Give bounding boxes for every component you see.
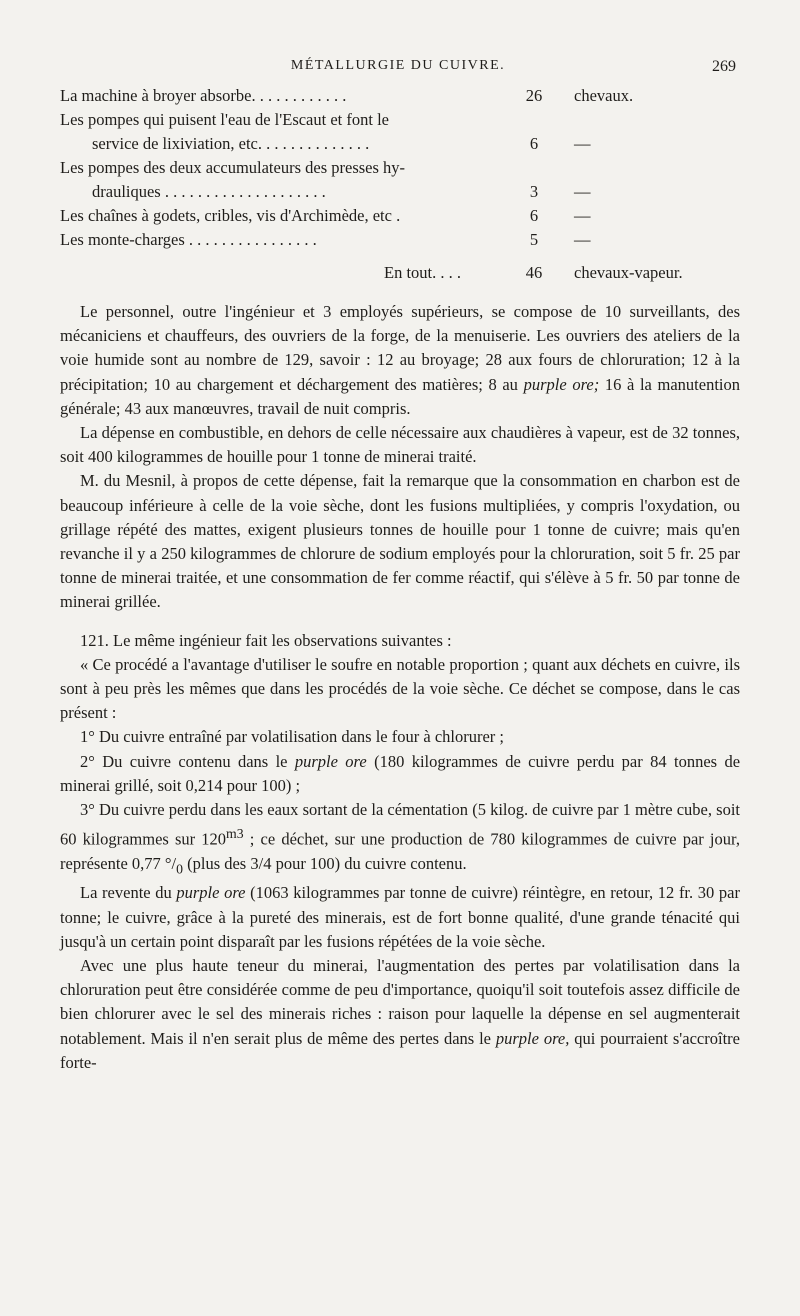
paragraph-purple-ore: La revente du purple ore (1063 kilogrammes par tonne de cuivre) réintègre, en retour, 12 fr. 30 par tonne; le cuivre, grâce à la pureté des minerais, est de fort bonne qualité, d'une grande ténacité qui jusqu'à un certain point disparaît par les fusions répétées de la voie sèche. bbox=[60, 883, 740, 951]
paragraph-higher-grade: Avec une plus haute teneur du minerai, l'augmentation des pertes par volatilisation dans la chloruration peut être considérée comme de peu d'importance, quoiqu'il soit toutefois assez difficile de bien chlorurer avec le sel des minerais riches : raison pour laquelle la dépense en sel augmenterait notablement. Mais il n'en serait plus de même des pertes dans le purple ore, qui pourraient s'accroître forte- bbox=[60, 956, 740, 1072]
section-121-heading: 121. Le même ingénieur fait les observations suivantes : bbox=[80, 630, 452, 650]
page-header bbox=[60, 58, 736, 84]
table-row-label: La machine à broyer absorbe. . . . . . . . . . . . bbox=[60, 86, 347, 105]
table-row-value: 5 bbox=[529, 230, 539, 249]
table-row-label-continued: service de lixiviation, etc. . . . . . . . . . . . . . bbox=[92, 134, 370, 153]
page-number: 269 bbox=[712, 58, 736, 75]
table-row-unit: chevaux. bbox=[574, 86, 634, 105]
body-text bbox=[60, 300, 740, 1075]
table-row-label: Les pompes qui puisent l'eau de l'Escaut et font le bbox=[60, 110, 389, 129]
table-row-unit: — bbox=[574, 134, 591, 153]
section-spacer bbox=[60, 615, 740, 629]
table-row-unit: — bbox=[574, 230, 591, 249]
paragraph-personnel: Le personnel, outre l'ingénieur et 3 employés supérieurs, se compose de 10 surveillants, des mécaniciens et chauffeurs, des ouvriers de la forge, de la menuiserie. Les ouvriers des ateliers de la voie humide sont au nombre de 129, savoir : 12 au broyage; 28 aux fours de chloruration; 12 à la précipitation; 10 au chargement et déchargement des matières; 8 au purple ore; 16 à la manutention générale; 43 aux manœuvres, travail de nuit compris. bbox=[60, 302, 740, 418]
table-row-unit: — bbox=[574, 182, 591, 201]
running-title: MÉTALLURGIE DU CUIVRE. bbox=[290, 58, 506, 73]
total-value: 46 bbox=[525, 263, 543, 282]
table-row-label: Les monte-charges . . . . . . . . . . . . . . . . bbox=[60, 230, 317, 249]
table-row bbox=[60, 108, 740, 132]
table-row bbox=[60, 228, 740, 252]
table-row-label: Les chaînes à godets, cribles, vis d'Archimède, etc . bbox=[60, 206, 401, 225]
total-label: En tout. . . . bbox=[384, 263, 461, 282]
horsepower-table bbox=[60, 84, 740, 288]
page-content bbox=[60, 84, 740, 1075]
paragraph-quote: « Ce procédé a l'avantage d'utiliser le soufre en notable proportion ; quant aux déchets en cuivre, ils sont à peu près les mêmes que dans les procédés de la voie sèche. Ce déchet se compose, dans le cas présent : bbox=[60, 654, 740, 723]
table-row-value: 6 bbox=[529, 206, 539, 225]
table-row-unit: — bbox=[574, 206, 591, 225]
table-row-label: Les pompes des deux accumulateurs des presses hy- bbox=[60, 158, 406, 177]
table-row bbox=[60, 180, 740, 204]
table-row-label-continued: drauliques . . . . . . . . . . . . . . . . . . . . bbox=[92, 182, 326, 201]
table-row-value: 6 bbox=[529, 134, 539, 153]
list-item-3: 3° Du cuivre perdu dans les eaux sortant de la cémentation (5 kilog. de cuivre par 1 mètre cube, soit 60 kilogrammes sur $120^{m3}$ ; ce déchet, sur une production de 780 kilogrammes de cuivre par jour, représente 0,77 $^\circ/_0$ (plus des 3/4 pour 100) du cuivre contenu. bbox=[60, 800, 740, 877]
table-total-row bbox=[60, 258, 740, 288]
table-row bbox=[60, 204, 740, 228]
table-row-value: 3 bbox=[529, 182, 539, 201]
table-row-value: 26 bbox=[525, 86, 543, 105]
paragraph-fuel: La dépense en combustible, en dehors de celle nécessaire aux chaudières à vapeur, est de 32 tonnes, soit 400 kilogrammes de houille pour 1 tonne de minerai traité. bbox=[60, 423, 740, 467]
table-row bbox=[60, 132, 740, 156]
list-item-1: 1° Du cuivre entraîné par volatilisation dans le four à chlorurer ; bbox=[80, 727, 504, 747]
table-row bbox=[60, 156, 740, 180]
table-row bbox=[60, 84, 740, 108]
paragraph-du-mesnil: M. du Mesnil, à propos de cette dépense, fait la remarque que la consommation en charbon est de beaucoup inférieure à celle de la voie sèche, dont les fusions multipliées, y compris l'oxydation, ou grillage répété des mattes, exigent plusieurs tonnes de houille pour 1 tonne de cuivre; mais qu'en revanche il y a 250 kilogrammes de chlorure de sodium employés pour la chloruration, soit 5 fr. 25 par tonne de minerai traitée, et une consommation de fer comme réactif, qui s'élève à 5 fr. 50 par tonne de minerai grillée. bbox=[60, 471, 740, 612]
total-unit: chevaux-vapeur. bbox=[574, 263, 683, 282]
list-item-2: 2° Du cuivre contenu dans le purple ore (180 kilogrammes de cuivre perdu par 84 tonnes de minerai grillé, soit 0,214 pour 100) ; bbox=[60, 751, 741, 795]
